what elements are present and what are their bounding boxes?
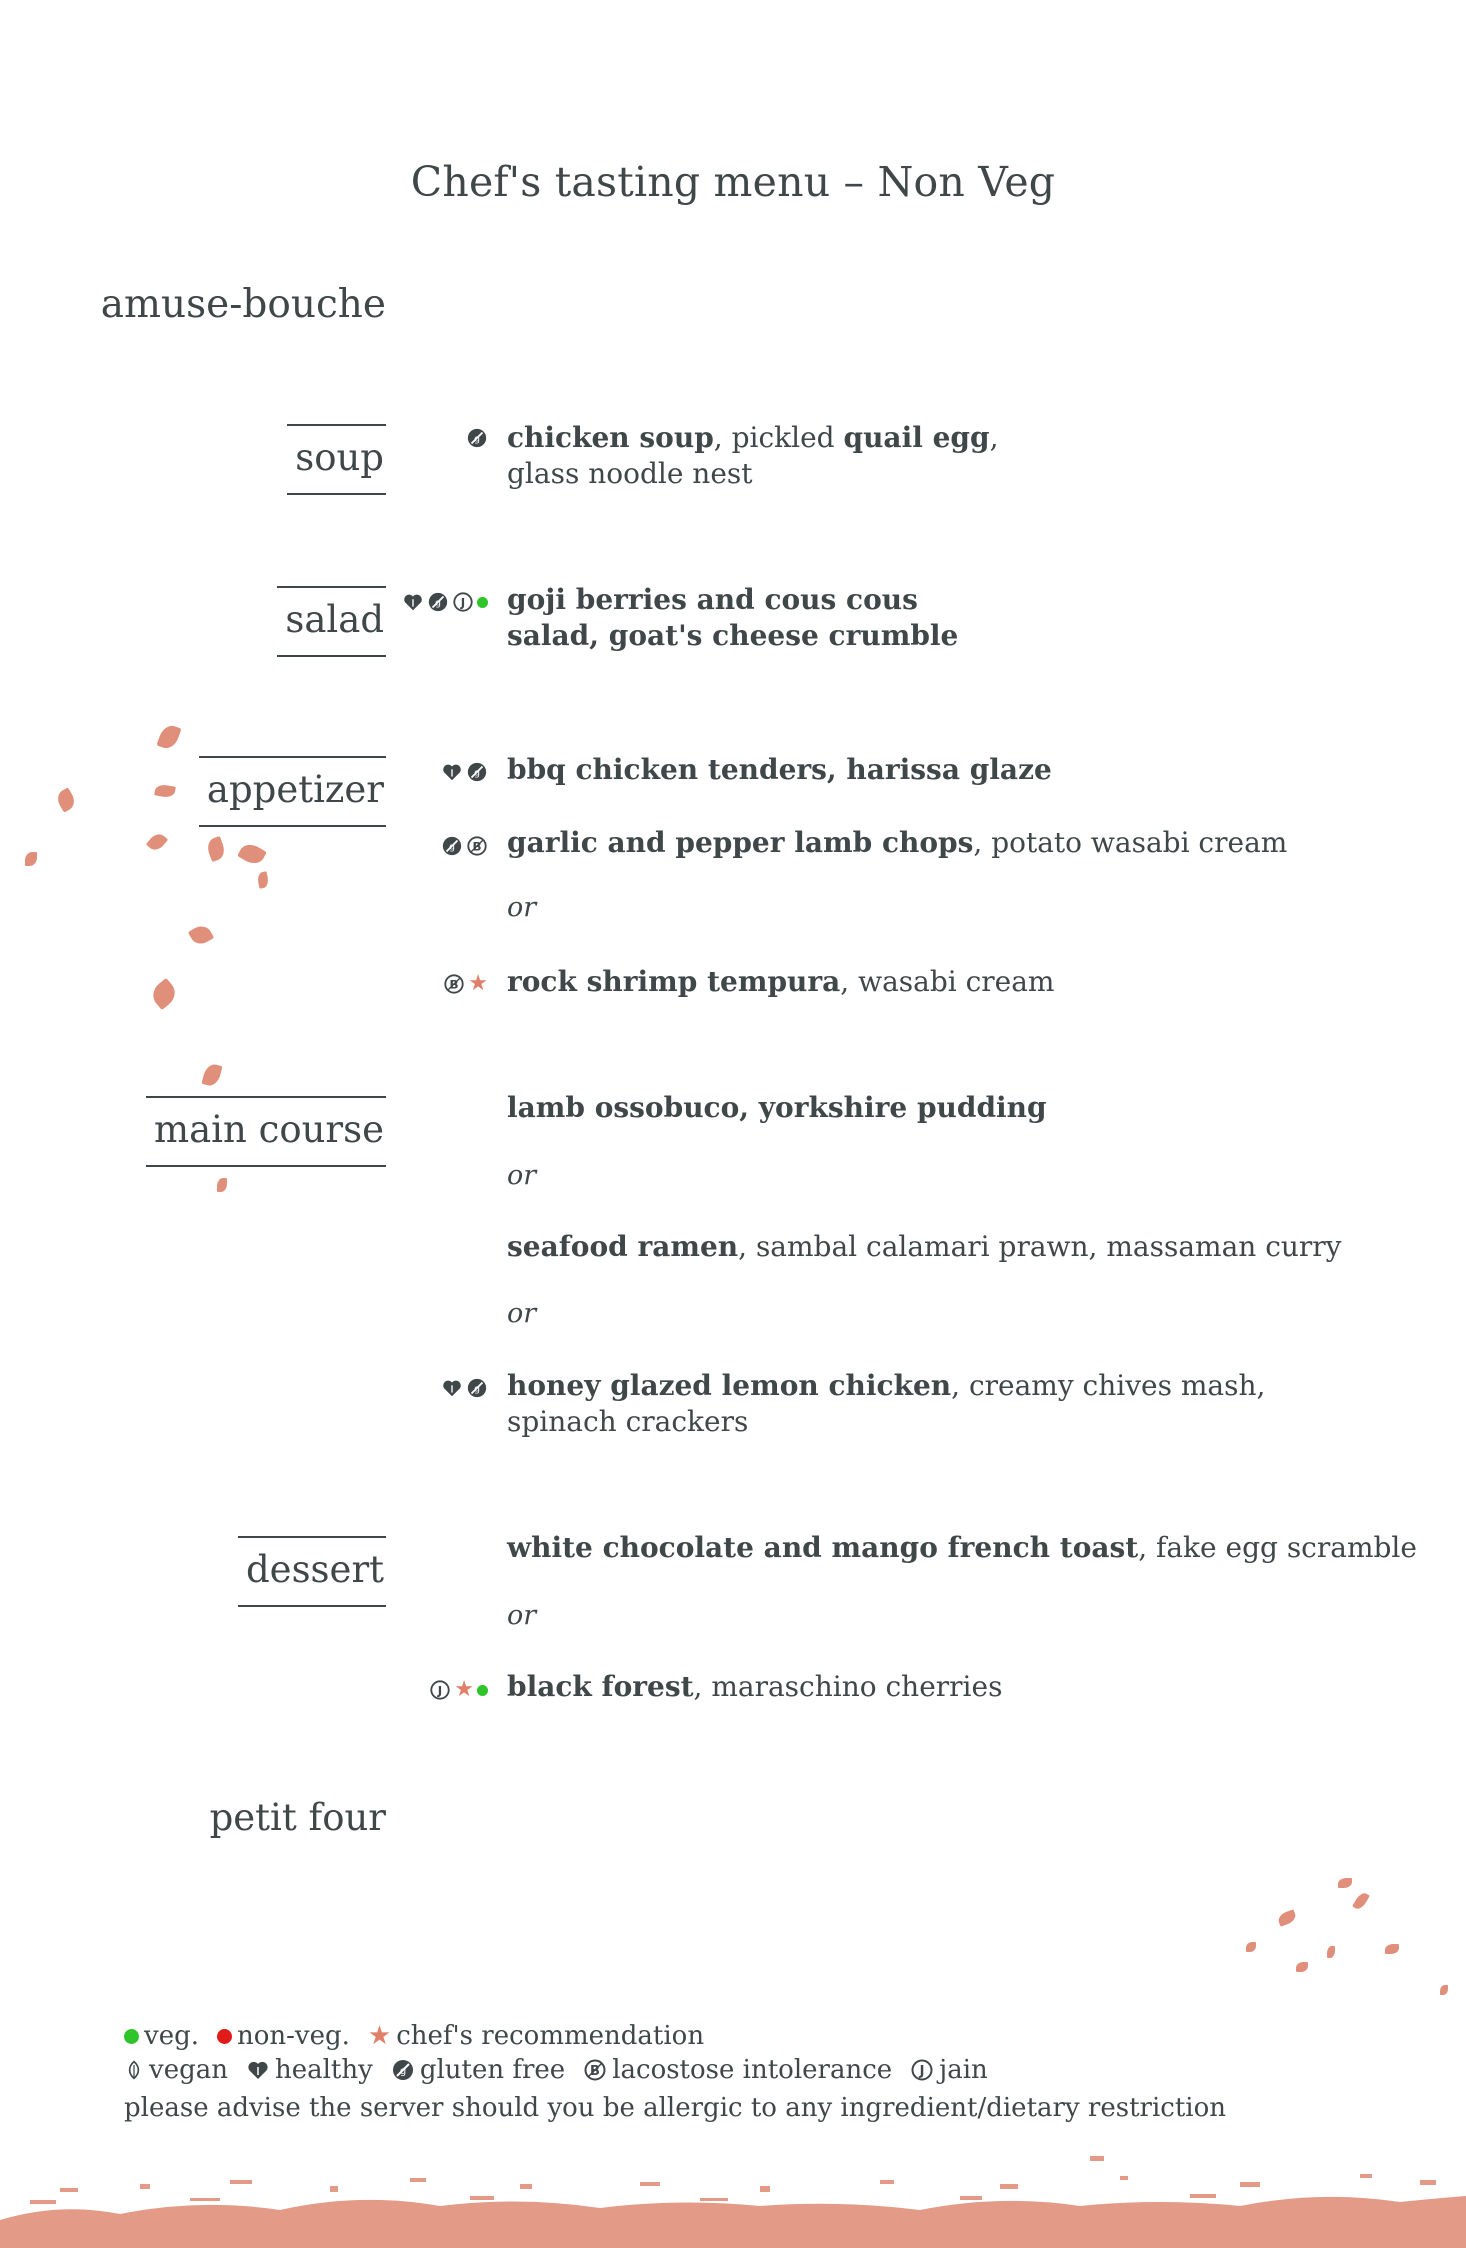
dish-name: quail egg — [843, 421, 990, 454]
salad-icons — [402, 590, 488, 614]
dish-desc: , fake egg scramble — [1138, 1531, 1417, 1564]
heart-icon — [246, 2058, 270, 2082]
veg-dot-icon — [477, 1685, 488, 1696]
dish-desc: , potato wasabi cream — [973, 826, 1288, 859]
gluten-free-icon — [441, 835, 463, 857]
heart-icon — [441, 761, 463, 783]
legend-chef: chef's recommendation — [396, 2021, 705, 2051]
or-separator: or — [507, 1600, 537, 1631]
dish-seafood-ramen — [507, 1229, 1342, 1265]
dish-name: black forest — [507, 1670, 694, 1703]
nonveg-dot-icon — [217, 2029, 232, 2044]
gluten-free-icon — [391, 2058, 415, 2082]
dish-name: white chocolate and mango french toast — [507, 1531, 1139, 1564]
dish-chicken-soup — [507, 420, 998, 492]
heart-icon — [441, 1377, 463, 1399]
dish-name: lamb ossobuco, yorkshire pudding — [507, 1091, 1047, 1124]
dish-bbq-chicken — [507, 752, 1052, 788]
legend-row-2 — [124, 2054, 1000, 2086]
legend-jain: jain — [939, 2055, 988, 2085]
chef-star-icon: ★ — [454, 1677, 474, 1702]
dish-black-forest — [507, 1669, 1002, 1705]
veg-dot-icon — [124, 2029, 139, 2044]
or-separator: or — [507, 892, 537, 923]
gluten-free-icon — [427, 591, 449, 613]
jain-icon — [910, 2058, 934, 2082]
dish-name: bbq chicken tenders, harissa glaze — [507, 753, 1052, 786]
dish-lamb-chops — [507, 825, 1287, 861]
app1-icons — [441, 760, 488, 784]
dish-goji-salad — [507, 582, 958, 654]
dish-desc: spinach crackers — [507, 1405, 749, 1438]
gluten-free-icon — [466, 761, 488, 783]
decorative-footer-texture — [0, 2140, 1466, 2248]
legend-row-1 — [124, 2020, 716, 2052]
course-amuse-bouche: amuse-bouche — [100, 282, 386, 327]
menu-title: Chef's tasting menu – Non Veg — [410, 158, 1056, 206]
legend-healthy: healthy — [274, 2055, 373, 2085]
course-dessert: dessert — [238, 1536, 386, 1607]
legend-vegan: vegan — [149, 2055, 228, 2085]
allergy-note: please advise the server should you be allergic to any ingredient/dietary restriction — [124, 2093, 1226, 2123]
dish-rock-shrimp — [507, 964, 1054, 1000]
jain-icon — [452, 591, 474, 613]
lactose-icon — [583, 2058, 607, 2082]
dish-name: honey glazed lemon chicken — [507, 1369, 952, 1402]
legend-nonveg: non-veg. — [236, 2021, 350, 2051]
dish-desc: , pickled — [713, 421, 844, 454]
main3-icons — [441, 1376, 488, 1400]
dish-desc: glass noodle nest — [507, 457, 753, 490]
heart-icon — [402, 591, 424, 613]
dish-name: rock shrimp tempura — [507, 965, 841, 998]
dish-name: seafood ramen — [507, 1230, 739, 1263]
dessert2-icons — [429, 1678, 488, 1702]
dish-desc: , sambal calamari prawn, massaman curry — [738, 1230, 1342, 1263]
gluten-free-icon — [466, 1377, 488, 1399]
dish-desc: , creamy chives mash, — [951, 1369, 1266, 1402]
dish-lemon-chicken — [507, 1368, 1265, 1440]
dish-desc: , — [989, 421, 999, 454]
dish-name: salad, goat's cheese crumble — [507, 619, 959, 652]
dish-name: goji berries and cous cous — [507, 583, 918, 616]
course-main: main course — [146, 1096, 386, 1167]
app2-icons — [441, 834, 488, 858]
course-appetizer: appetizer — [199, 756, 386, 827]
lactose-icon — [443, 973, 465, 995]
chef-star-icon: ★ — [367, 2021, 392, 2051]
dish-french-toast — [507, 1530, 1417, 1566]
legend-veg: veg. — [144, 2021, 199, 2051]
dish-lamb-ossobuco — [507, 1090, 1047, 1126]
dish-name: garlic and pepper lamb chops — [507, 826, 974, 859]
jain-icon — [429, 1679, 451, 1701]
course-soup: soup — [287, 424, 386, 495]
course-salad: salad — [277, 586, 386, 657]
course-petit-four: petit four — [209, 1796, 386, 1839]
dish-name: chicken soup — [507, 421, 714, 454]
legend-gluten: gluten free — [419, 2055, 566, 2085]
vegan-icon — [124, 2059, 144, 2081]
dish-desc: , maraschino cherries — [693, 1670, 1003, 1703]
chef-star-icon: ★ — [468, 971, 488, 996]
veg-dot-icon — [477, 597, 488, 608]
legend-lactose: lacostose intolerance — [612, 2055, 893, 2085]
app3-icons — [443, 972, 488, 996]
dish-desc: , wasabi cream — [840, 965, 1055, 998]
gluten-free-icon — [466, 427, 488, 449]
or-separator: or — [507, 1160, 537, 1191]
or-separator: or — [507, 1298, 537, 1329]
soup-icons — [466, 426, 488, 450]
lactose-icon — [466, 835, 488, 857]
